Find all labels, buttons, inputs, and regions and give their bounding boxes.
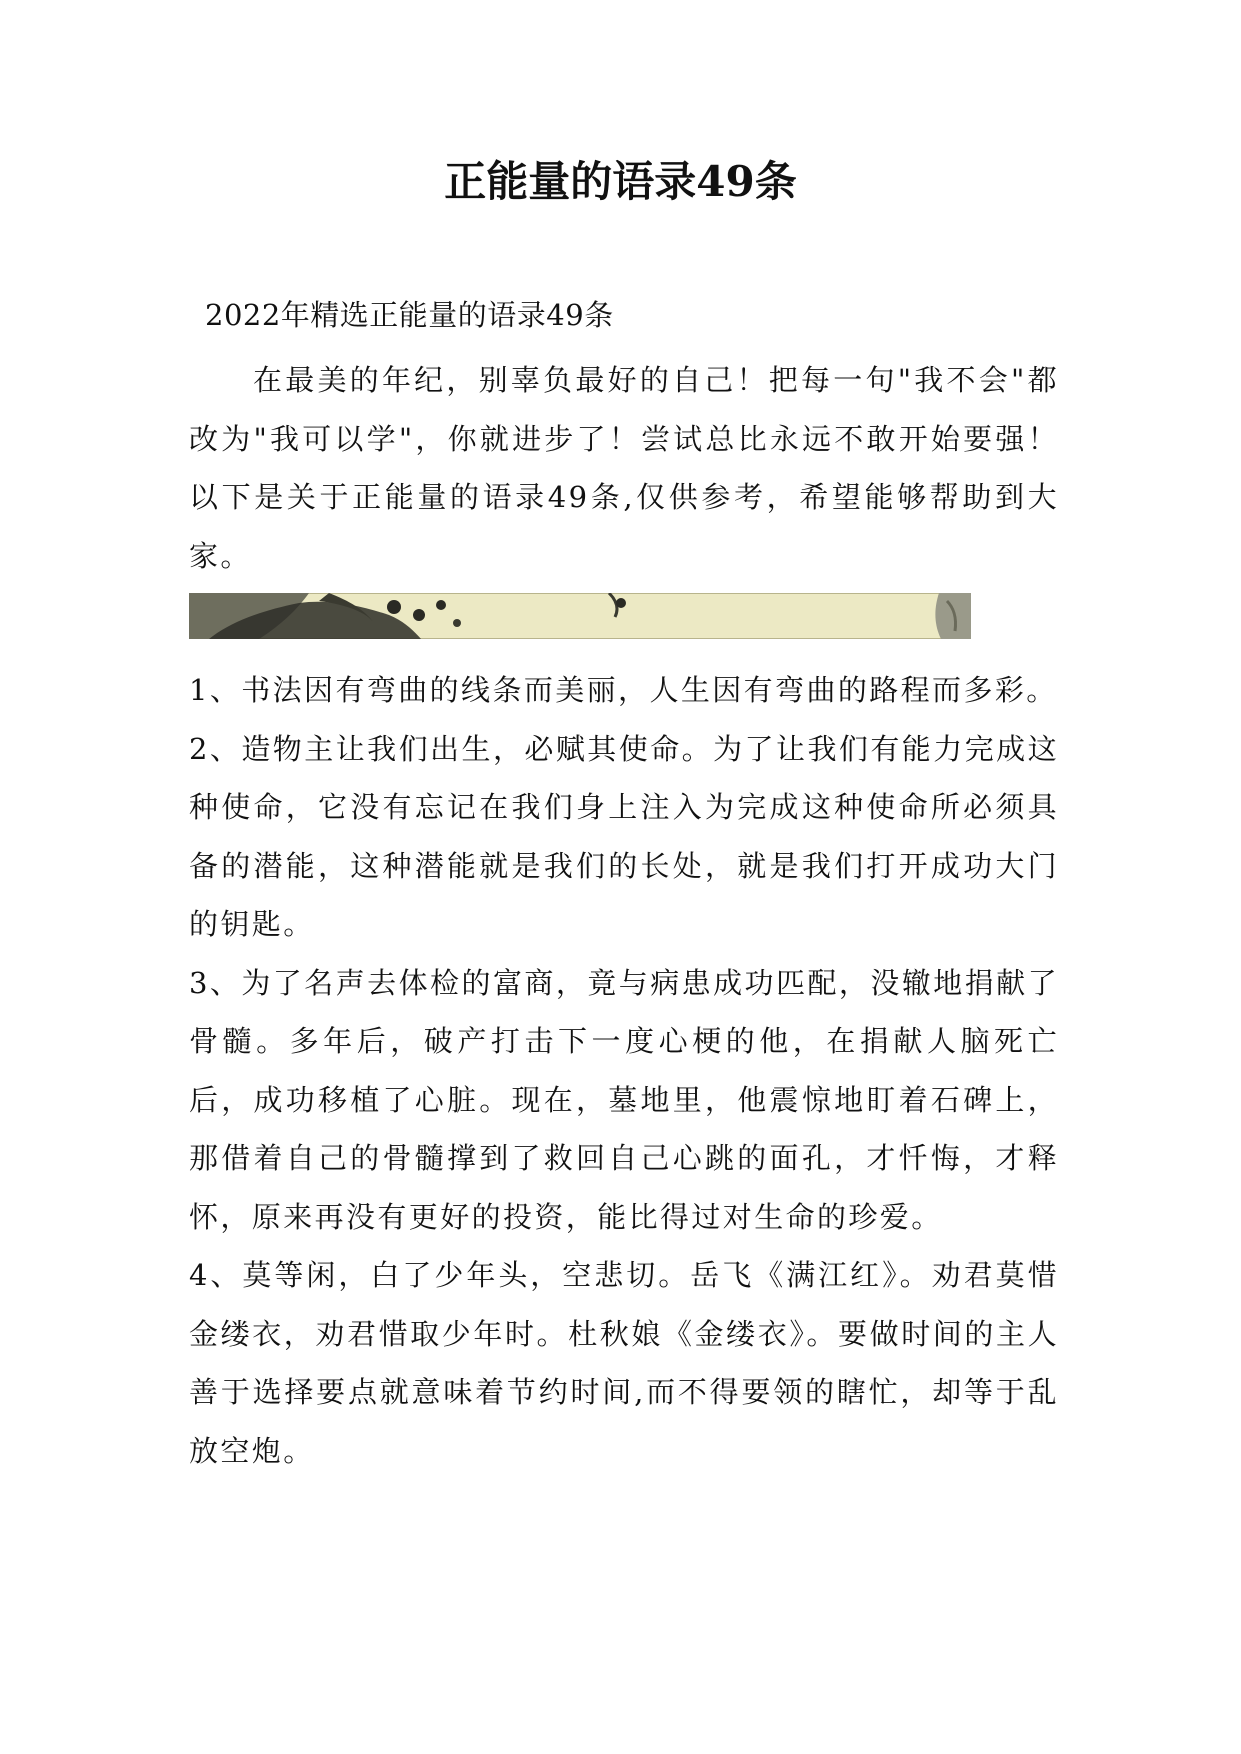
list-item: 3、为了名声去体检的富商，竟与病患成功匹配，没辙地捐献了骨髓。多年后，破产打击下一度心梗的他，在捐献人脑死亡后，成功移植了心脏。现在，墓地里，他震惊地盯着石碑上，那借着自己的骨髓撑到了救回自己心跳的面孔，才忏悔，才释怀，原来再没有更好的投资，能比得过对生命的珍爱。 — [189, 965, 1059, 1234]
page-title: 正能量的语录49条 — [444, 157, 797, 206]
list-item: 2、造物主让我们出生，必赋其使命。为了让我们有能力完成这种使命，它没有忘记在我们身上注入为完成这种使命所必须具备的潜能，这种潜能就是我们的长处，就是我们打开成功大门的钥匙。 — [189, 731, 1059, 941]
document-body — [189, 351, 1059, 1480]
ink-painting-banner-image — [189, 593, 971, 639]
intro-paragraph: 在最美的年纪，别辜负最好的自己！把每一句"我不会"都改为"我可以学"，你就进步了！尝试总比永远不敢开始要强！以下是关于正能量的语录49条,仅供参考，希望能够帮助到大家。 — [189, 363, 1059, 573]
subtitle: 2022年精选正能量的语录49条 — [205, 298, 614, 332]
list-item: 4、莫等闲，白了少年头，空悲切。岳飞《满江红》。劝君莫惜金缕衣，劝君惜取少年时。杜秋娘《金缕衣》。要做时间的主人善于选择要点就意味着节约时间,而不得要领的瞎忙，却等于乱放空炮。 — [189, 1258, 1059, 1468]
list-item: 1、书法因有弯曲的线条而美丽，人生因有弯曲的路程而多彩。 — [189, 673, 1058, 707]
